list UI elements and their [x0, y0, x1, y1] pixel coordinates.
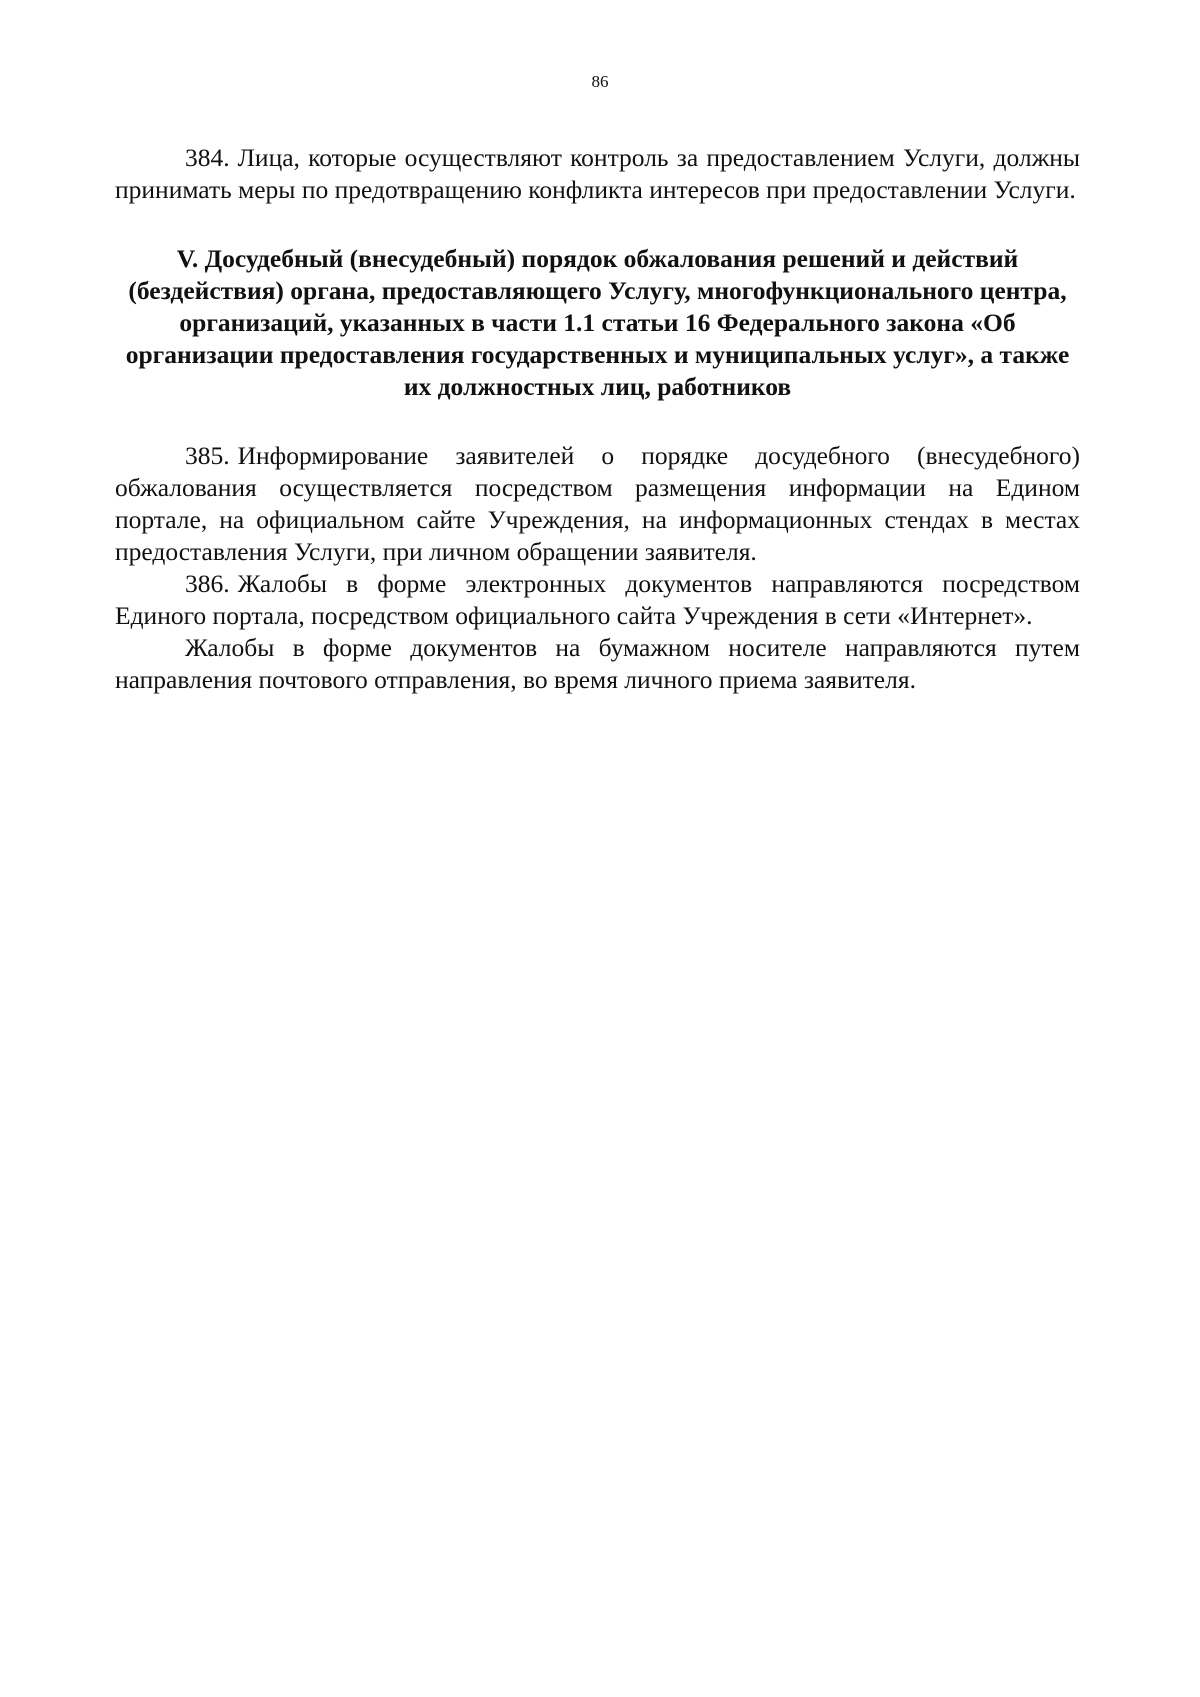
paragraph-385	[115, 440, 1080, 568]
paragraph-text: Жалобы в форме документов на бумажном носителе направляются путем направления почтового отправления, во время личного приема заявителя.	[115, 633, 1080, 694]
paragraph-number: 386.	[185, 569, 230, 598]
paragraph-text: Информирование заявителей о порядке досудебного (внесудебного) обжалования осуществляется посредством размещения информации на Едином портале, на официальном сайте Учреждения, на информационных стендах в местах предоставления Услуги, при личном обращении заявителя.	[115, 441, 1080, 566]
paragraph-number: 385.	[185, 441, 230, 470]
paragraph-number: 384.	[185, 143, 230, 172]
paragraph-386	[115, 568, 1080, 632]
paragraph-384	[115, 142, 1080, 206]
paragraph-text: Жалобы в форме электронных документов направляются посредством Единого портала, посредством официального сайта Учреждения в сети «Интернет».	[115, 569, 1080, 630]
paragraph-text: Лица, которые осуществляют контроль за предоставлением Услуги, должны принимать меры по предотвращению конфликта интересов при предоставлении Услуги.	[115, 143, 1080, 204]
paragraph-386-continued	[115, 632, 1080, 696]
page-number: 86	[591, 72, 609, 91]
document-body	[115, 142, 1080, 696]
section-heading: V. Досудебный (внесудебный) порядок обжалования решений и действий (бездействия) органа, предоставляющего Услугу, многофункционального центра, организаций, указанных в части 1.1 статьи 16 Федерального закона «Об организации предоставления государственных и муниципальных услуг», а также их должностных лиц, работников	[125, 244, 1070, 401]
